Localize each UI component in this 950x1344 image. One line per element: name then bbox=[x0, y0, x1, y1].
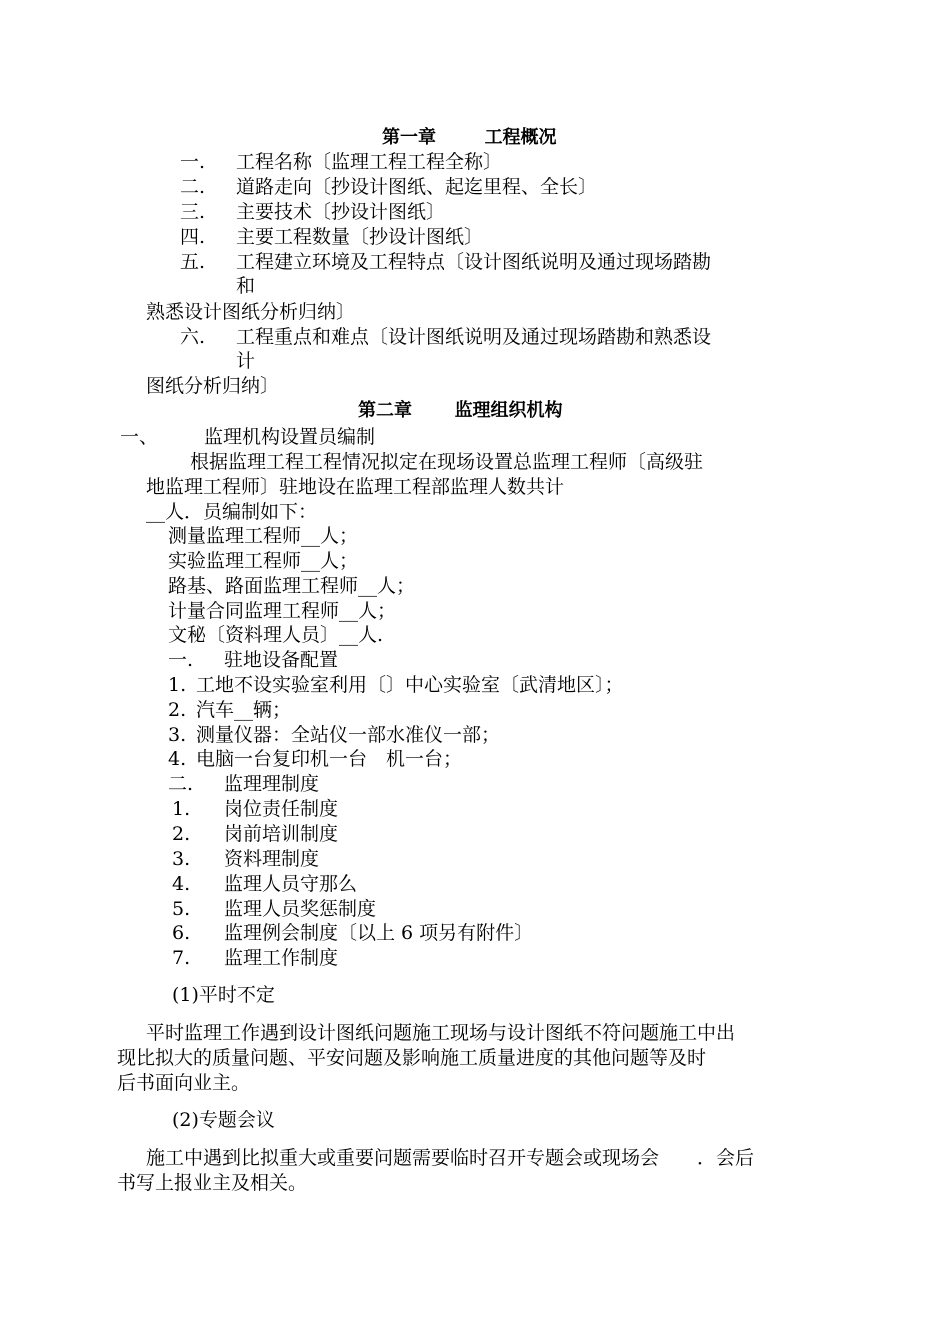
item-number: 六. bbox=[180, 326, 206, 348]
section-number: 二. bbox=[168, 773, 194, 795]
chapter2-title: 监理组织机构 bbox=[454, 400, 563, 421]
item-number: 7. bbox=[172, 947, 191, 969]
item-number: 1. bbox=[172, 798, 191, 820]
list-item bbox=[180, 225, 483, 249]
list-item bbox=[168, 698, 291, 722]
item-text: 电脑一台复印机一台 机一台； bbox=[196, 748, 463, 770]
chapter2-label: 第二章 bbox=[358, 400, 412, 421]
list-item bbox=[168, 723, 500, 747]
section-heading bbox=[120, 425, 375, 449]
list-item bbox=[180, 150, 502, 174]
section-title: 监理理制度 bbox=[224, 773, 320, 795]
list-item bbox=[172, 897, 376, 921]
item-text: 岗位责任制度 bbox=[224, 798, 339, 820]
list-item bbox=[180, 200, 445, 224]
item-text: 工地不设实验室利用〔〕中心实验室〔武清地区〕； bbox=[196, 674, 624, 696]
item-number: 4. bbox=[172, 873, 191, 895]
chapter1-heading bbox=[382, 126, 557, 150]
item-text: 道路走向〔抄设计图纸、起迄里程、全长〕 bbox=[236, 176, 598, 198]
paragraph-line: __人．员编制如下： bbox=[146, 501, 318, 523]
paragraph-line: 施工中遇到比拟重大或重要问题需要临时召开专题会或现场会 ．会后 bbox=[146, 1147, 755, 1169]
subsection-title: (2)专题会议 bbox=[172, 1109, 275, 1131]
list-item bbox=[172, 872, 357, 896]
item-text: 工程建立环境及工程特点〔设计图纸说明及通过现场踏勘 bbox=[236, 251, 712, 273]
list-item bbox=[172, 921, 533, 945]
item-text: 监理工作制度 bbox=[224, 947, 339, 969]
list-item bbox=[172, 946, 338, 970]
list-item bbox=[180, 175, 597, 199]
item-number: 2. bbox=[168, 699, 187, 721]
list-item bbox=[172, 847, 319, 871]
list-item bbox=[180, 325, 711, 349]
list-item bbox=[180, 250, 711, 274]
item-number: 3. bbox=[172, 848, 191, 870]
item-text: 资料理制度 bbox=[224, 848, 320, 870]
section-number: 一、 bbox=[120, 426, 159, 448]
item-number: 二. bbox=[180, 176, 206, 198]
item-wrap-text: 计 bbox=[236, 350, 256, 372]
item-number: 3. bbox=[168, 724, 187, 746]
subsection-title: (1)平时不定 bbox=[172, 984, 275, 1006]
paragraph-line: 地监理工程师〕驻地设在监理工程部监理人数共计 bbox=[146, 476, 565, 498]
item-text: 工程名称〔监理工程工程全称〕 bbox=[236, 151, 503, 173]
staff-item: 文秘〔资料理人员〕__人. bbox=[168, 624, 384, 646]
item-number: 5. bbox=[172, 898, 191, 920]
item-number: 四. bbox=[180, 226, 206, 248]
item-number: 2. bbox=[172, 823, 191, 845]
paragraph-line: 书写上报业主及相关。 bbox=[117, 1172, 308, 1194]
staff-item: 路基、路面监理工程师__人； bbox=[168, 575, 416, 597]
paragraph-line: 根据监理工程工程情况拟定在现场设置总监理工程师〔高级驻 bbox=[190, 451, 704, 473]
staff-item: 实验监理工程师__人； bbox=[168, 550, 359, 572]
list-item bbox=[172, 822, 338, 846]
item-text: 工程重点和难点〔设计图纸说明及通过现场踏勘和熟悉设 bbox=[236, 326, 712, 348]
section-heading bbox=[168, 772, 319, 796]
paragraph-line: 后书面向业主。 bbox=[117, 1072, 251, 1094]
paragraph-line: 现比拟大的质量问题、平安问题及影响施工质量进度的其他问题等及时 bbox=[117, 1047, 707, 1069]
staff-item: 计量合同监理工程师__人； bbox=[168, 600, 397, 622]
item-number: 4. bbox=[168, 748, 187, 770]
item-text: 主要技术〔抄设计图纸〕 bbox=[236, 201, 446, 223]
item-text: 监理例会制度〔以上 6 项另有附件〕 bbox=[224, 922, 534, 944]
section-title: 监理机构设置员编制 bbox=[204, 426, 376, 448]
item-text: 主要工程数量〔抄设计图纸〕 bbox=[236, 226, 484, 248]
item-number: 6. bbox=[172, 922, 191, 944]
list-item bbox=[168, 747, 462, 771]
section-title: 驻地设备配置 bbox=[224, 649, 339, 671]
section-number: 一. bbox=[168, 649, 194, 671]
item-wrap-text: 和 bbox=[236, 275, 256, 297]
chapter2-heading bbox=[358, 399, 563, 423]
item-continuation: 熟悉设计图纸分析归纳〕 bbox=[146, 301, 356, 323]
item-continuation: 图纸分析归纳〕 bbox=[146, 375, 280, 397]
list-item bbox=[168, 673, 624, 697]
item-number: 一. bbox=[180, 151, 206, 173]
item-number: 1. bbox=[168, 674, 187, 696]
item-text: 监理人员守那么 bbox=[224, 873, 358, 895]
item-text: 测量仪器：全站仪一部水准仪一部； bbox=[196, 724, 501, 746]
paragraph-line: 平时监理工作遇到设计图纸问题施工现场与设计图纸不符问题施工中出 bbox=[146, 1022, 736, 1044]
item-number: 五. bbox=[180, 251, 206, 273]
chapter1-title: 工程概况 bbox=[484, 127, 557, 148]
item-text: 监理人员奖惩制度 bbox=[224, 898, 377, 920]
chapter1-label: 第一章 bbox=[382, 127, 436, 148]
list-item bbox=[172, 797, 338, 821]
item-text: 汽车__辆； bbox=[196, 699, 292, 721]
item-number: 三. bbox=[180, 201, 206, 223]
item-text: 岗前培训制度 bbox=[224, 823, 339, 845]
staff-item: 测量监理工程师__人； bbox=[168, 525, 359, 547]
section-heading bbox=[168, 648, 338, 672]
